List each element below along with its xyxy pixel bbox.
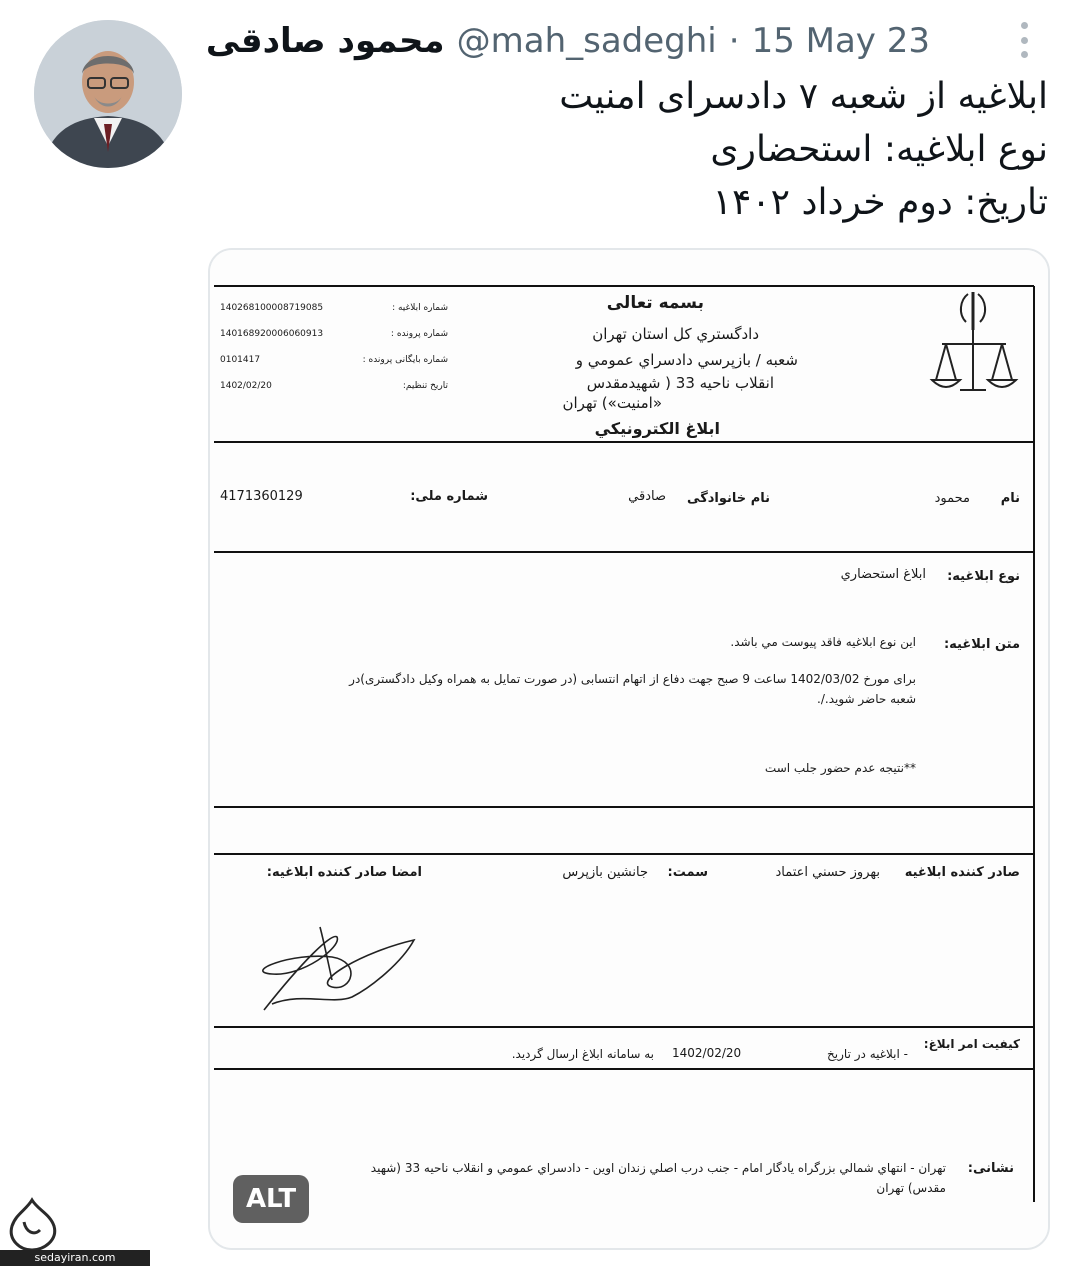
tweet-header: [206, 18, 930, 64]
issuer-label: صادر كننده ابلاغیه: [904, 865, 1020, 880]
manner-prefix: - ابلاغیه در تاریخ: [827, 1047, 908, 1061]
notice-number-value: 140268100008719085: [220, 303, 324, 313]
notice-text-line-2: برای مورخ 1402/03/02 ساعت 9 صبح جهت دفاع از اتهام انتسابی (در صورت تمایل به همراه وکیل دادگستری)در: [349, 672, 916, 686]
bismillah: بسمه تعالی: [606, 293, 704, 313]
issue-date-label: تاریخ تنظیم:: [402, 381, 448, 391]
address-line-1: تهران - انتهاي شمالي بزرگراه يادگار امام - جنب درب اصلي زندان اوين - دادسراي عمومي و انقلاب ناحيه 33 (شهيد: [370, 1161, 946, 1175]
notice-number-label: شماره ابلاغیه :: [392, 303, 448, 313]
notice-text-line-4: **نتیجه عدم حضور جلب است: [764, 761, 916, 775]
branch-line-3: «امنیت») تهران: [562, 394, 662, 412]
watermark-site: sedayiran.com: [0, 1250, 150, 1266]
issuer-value: بهروز حسني اعتماد: [775, 865, 880, 880]
notice-text-label: متن ابلاغیه:: [943, 637, 1020, 652]
alt-text-button[interactable]: ALT: [233, 1175, 309, 1223]
document-title: ابلاغ الكترونیكي: [594, 419, 720, 438]
manner-date: 1402/02/20: [672, 1046, 742, 1060]
watermark: [0, 1196, 150, 1266]
author-handle[interactable]: @mah_sadeghi: [456, 21, 717, 61]
avatar[interactable]: [34, 20, 182, 168]
position-value: جانشين بازپرس: [562, 865, 648, 880]
signature-label: امضا صادر كننده ابلاغیه:: [266, 865, 422, 880]
position-label: سمت:: [667, 865, 708, 880]
family-name-label: نام خانوادگی: [687, 491, 770, 506]
separator-dot: ·: [728, 21, 740, 61]
name-value: محمود: [934, 491, 970, 506]
tweet-line: نوع ابلاغیه: استحضاری: [710, 129, 1048, 170]
case-number-label: شماره پرونده :: [390, 329, 448, 339]
address-line-2: مقدس) تهران: [876, 1181, 946, 1195]
notice-type-label: نوع ابلاغیه:: [947, 569, 1020, 584]
case-number-value: 140168920006060913: [220, 329, 324, 339]
branch-line-2: انقلاب ناحيه 33 ( شهیدمقدس: [586, 374, 774, 392]
tweet-line: تاریخ: دوم خرداد ۱۴۰۲: [712, 182, 1048, 223]
national-id-label: شماره ملی:: [410, 489, 488, 504]
court-name: دادگستري كل استان تهران: [592, 325, 759, 343]
notice-text-line-1: اين نوع ابلاغيه فاقد پيوست مي باشد.: [730, 635, 916, 649]
tweet-image[interactable]: [208, 248, 1050, 1250]
tweet-text: [228, 70, 1048, 229]
address-label: نشانی:: [967, 1161, 1014, 1176]
tweet-date[interactable]: 15 May 23: [751, 21, 930, 61]
manner-label: كیفیت امر ابلاغ:: [923, 1037, 1020, 1051]
manner-suffix: به سامانه ابلاغ ارسال گردید.: [511, 1047, 654, 1061]
author-name[interactable]: محمود صادقی: [205, 21, 445, 61]
archive-number-label: شماره بایگانی پرونده :: [362, 355, 448, 365]
name-label: نام: [1000, 491, 1020, 506]
more-options-icon[interactable]: [1012, 22, 1036, 58]
notice-text-line-3: شعبه حاضر شوید./.: [817, 692, 916, 706]
branch-line-1: شعبه / بازپرسي دادسراي عمومي و: [575, 351, 798, 369]
archive-number-value: 0101417: [220, 355, 261, 365]
profile-photo-icon: [34, 20, 182, 168]
notice-type-value: ابلاغ استحضاري: [840, 567, 926, 582]
issue-date-value: 1402/02/20: [220, 381, 272, 391]
site-logo-icon: [4, 1196, 60, 1254]
national-id-value: 4171360129: [220, 489, 303, 504]
tweet-line: ابلاغیه از شعبه ۷ دادسرای امنیت: [559, 76, 1048, 117]
document-scan: [210, 250, 1048, 1248]
family-name-value: صادقي: [628, 489, 666, 504]
